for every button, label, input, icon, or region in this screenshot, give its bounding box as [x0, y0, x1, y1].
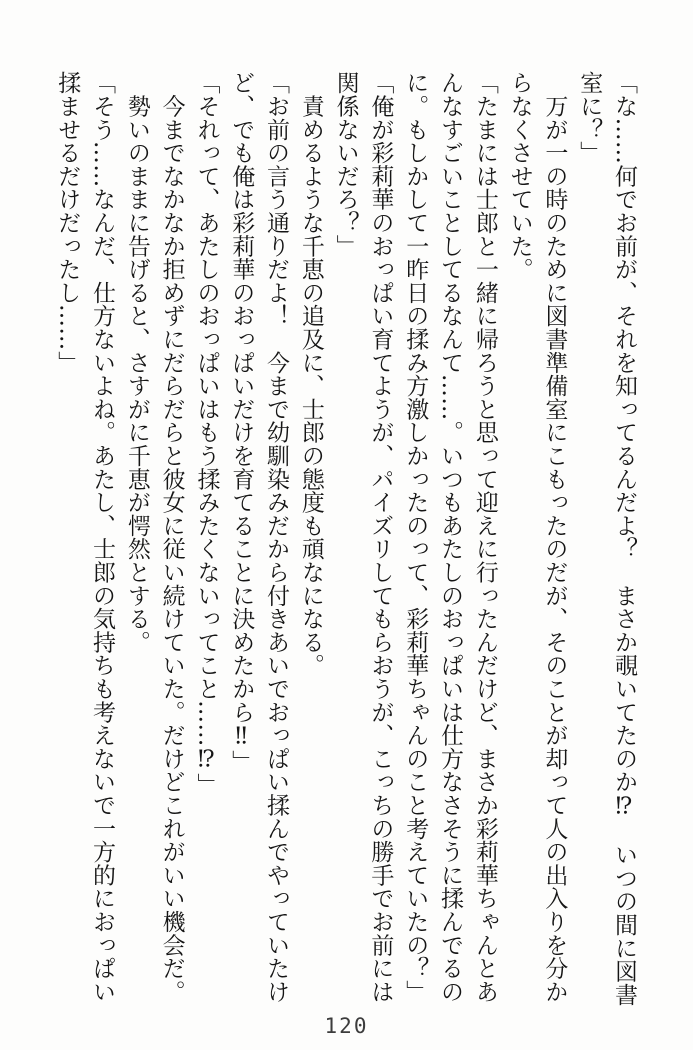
page-number: 120 — [324, 1014, 369, 1038]
text-line: 「そう……なんだ、仕方ないよね。あたし、士郎の気持ちも考えないで一方的におっぱい — [89, 71, 116, 1003]
text-line: ど、でも俺は彩莉華のおっぱいだけを育てることに決めたから‼」 — [228, 71, 255, 773]
text-line: 揉ませるだけだったし……」 — [54, 71, 81, 374]
text-line: 責めるような千恵の追及に、士郎の態度も頑なになる。 — [297, 71, 324, 677]
text-line: 「俺が彩莉華のおっぱい育てようが、パイズリしてもらおうが、こっちの勝手でお前には — [367, 71, 394, 1003]
text-line: らなくさせていた。 — [506, 71, 533, 281]
text-line: 万が一の時のために図書準備室にこもったのだが、そのことが却って人の出入りを分か — [541, 71, 568, 1003]
text-line: 「それって、あたしのおっぱいはもう揉みたくないってこと……⁉」 — [193, 71, 220, 797]
text-line: 「な……何でお前が、それを知ってるんだよ？ まさか覗いてたのか⁉ いつの間に図書 — [611, 71, 637, 1006]
text-line: 勢いのままに告げると、さすがに千恵が愕然とする。 — [123, 71, 150, 654]
text-line: 室に？」 — [576, 71, 603, 165]
text-line: 今までなかなか拒めずにだらだらと彼女に従い続けていた。だけどこれがいい機会だ。 — [158, 71, 185, 1003]
text-line: 関係ないだろ？」 — [332, 71, 359, 258]
text-line: 「お前の言う通りだよ！ 今まで幼馴染みだから付きあいでおっぱい揉んでやっていたけ — [263, 71, 290, 1003]
text-line: 「たまには士郎と一緒に帰ろうと思って迎えに行ったんだけど、まさか彩莉華ちゃんとあ — [471, 71, 498, 1003]
text-line: んなすごいことしてるなんて……。いつもあたしのおっぱいは仕方なさそうに揉んでるの — [437, 71, 464, 1003]
vertical-text-block — [49, 71, 641, 1005]
text-line: に。もしかして一昨日の揉み方激しかったのって、彩莉華ちゃんのこと考えていたの？」 — [402, 71, 429, 1003]
